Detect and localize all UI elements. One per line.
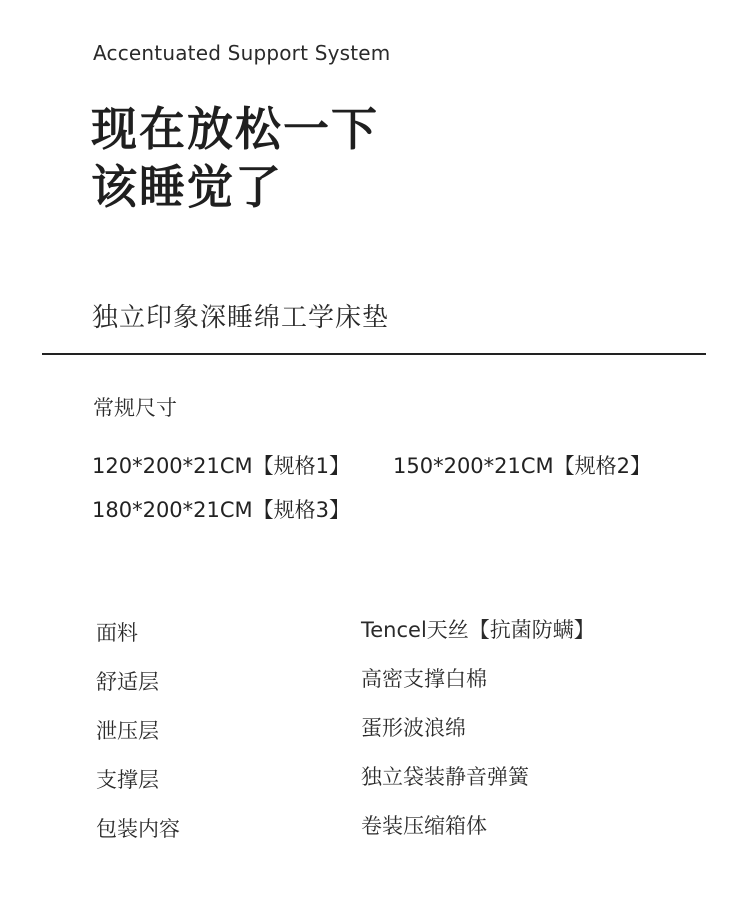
spec-value-package-contents: 卷装压缩箱体 — [361, 814, 487, 838]
spec-value-pressure-relief-layer: 蛋形波浪绵 — [361, 716, 466, 740]
product-name: 独立印象深睡绵工学床垫 — [92, 303, 390, 333]
divider — [42, 353, 706, 355]
size-option-2: 150*200*21CM【规格2】 — [393, 454, 652, 478]
tagline: Accentuated Support System — [93, 41, 391, 65]
spec-label-package-contents: 包装内容 — [96, 817, 180, 841]
headline-line-2: 该睡觉了 — [91, 160, 283, 214]
spec-value-support-layer: 独立袋装静音弹簧 — [361, 765, 529, 789]
size-option-3: 180*200*21CM【规格3】 — [92, 498, 351, 522]
spec-label-comfort-layer: 舒适层 — [96, 670, 159, 694]
size-option-1: 120*200*21CM【规格1】 — [92, 454, 351, 478]
spec-value-fabric: Tencel天丝【抗菌防螨】 — [361, 618, 595, 642]
spec-label-support-layer: 支撑层 — [96, 768, 159, 792]
spec-value-comfort-layer: 高密支撑白棉 — [361, 667, 487, 691]
sizes-title: 常规尺寸 — [93, 396, 177, 420]
spec-label-pressure-relief-layer: 泄压层 — [96, 719, 159, 743]
headline-line-1: 现在放松一下 — [91, 102, 379, 156]
spec-label-fabric: 面料 — [96, 621, 138, 645]
